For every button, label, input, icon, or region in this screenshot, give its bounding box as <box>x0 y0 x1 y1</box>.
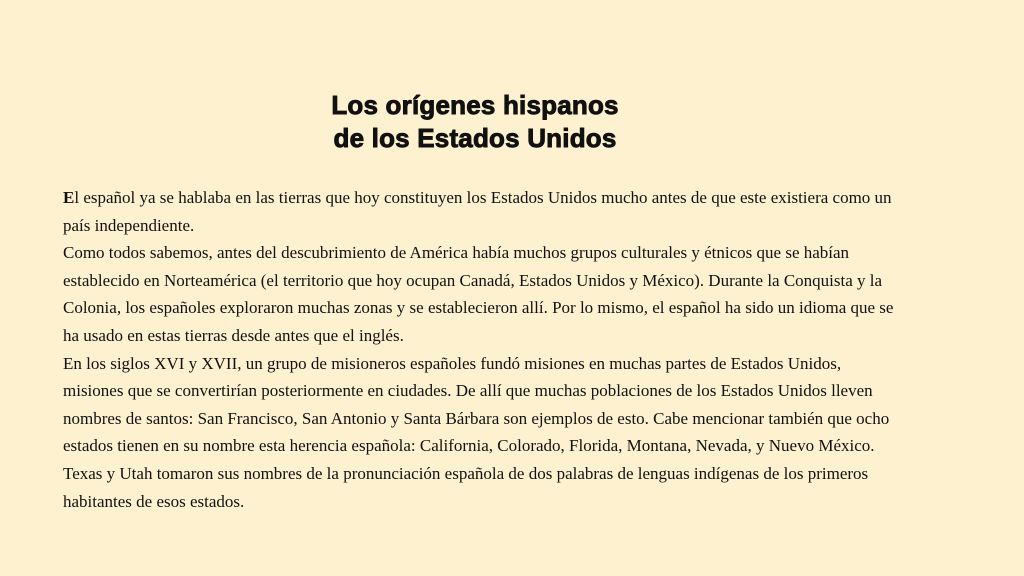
paragraph-3: En los siglos XVI y XVII, un grupo de misioneros españoles fundó misiones en muchas partes de Estados Unidos, misiones que se convertirían posteriormente en ciudades. De allí que muchas poblaciones de los Estados Unidos lleven nombres de santos: San Francisco, San Antonio y Santa Bárbara son ejemplos de esto. Cabe mencionar también que ocho estados tienen en su nombre esta herencia española: California, Colorado, Florida, Montana, Nevada, y Nuevo México. Texas y Utah tomaron sus nombres de la pronunciación española de dos palabras de lenguas indígenas de los primeros habitantes de esos estados. <box>63 353 890 511</box>
intro-text: l español ya se hablaba en las tierras que hoy constituyen los Estados Unidos mucho antes de que este existiera como un país independiente. <box>63 188 892 235</box>
slide-title <box>240 89 710 155</box>
title-line-2: de los Estados Unidos <box>333 123 617 153</box>
title-line-1: Los orígenes hispanos <box>331 90 619 120</box>
intro-first-letter: E <box>63 188 75 207</box>
paragraph-intro <box>63 184 903 239</box>
body-text <box>63 184 903 515</box>
paragraph-2: Como todos sabemos, antes del descubrimiento de América había muchos grupos culturales y étnicos que se habían establecido en Norteamérica (el territorio que hoy ocupan Canadá, Estados Unidos y México). Durante la Conquista y la Colonia, los españoles exploraron muchas zonas y se establecieron allí. Por lo mismo, el español ha sido un idioma que se ha usado en estas tierras desde antes que el inglés. <box>63 243 894 345</box>
